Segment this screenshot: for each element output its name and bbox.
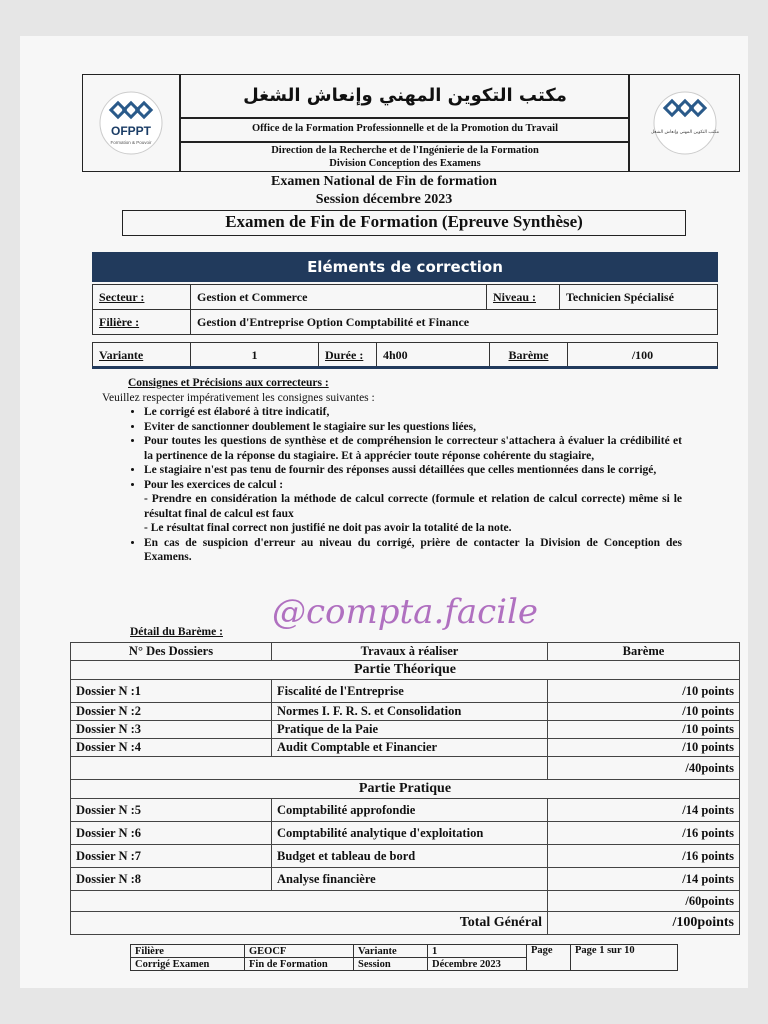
travaux-cell: Comptabilité approfondie: [272, 799, 548, 822]
table-row: [71, 799, 740, 822]
footer-page-label: Page: [527, 945, 571, 971]
niveau-value: Technicien Spécialisé: [560, 285, 718, 310]
exam-line1: Examen National de Fin de formation: [271, 174, 497, 189]
info-row-variante: [93, 343, 718, 368]
niveau-label: Niveau :: [487, 285, 560, 310]
calc-sub2: - Le résultat final correct non justifié ne doit pas avoir la totalité de la note.: [144, 522, 512, 534]
bareme-table: [70, 642, 740, 935]
consigne-item: Pour les exercices de calcul :: [144, 478, 284, 491]
theorique-label: Partie Théorique: [71, 661, 740, 680]
variante-value: 1: [191, 343, 319, 368]
subtotal-row: [71, 757, 740, 780]
bareme-cell: /14 points: [548, 799, 740, 822]
correction-banner: [92, 252, 718, 282]
exam-boxed-title: [122, 210, 686, 236]
info-divider: [92, 366, 718, 369]
logo-subtext: Formation & Pouvoir: [110, 140, 152, 145]
exam-line2: Session décembre 2023: [315, 192, 453, 207]
document-page: [20, 36, 748, 988]
ofppt-logo-right: [635, 91, 735, 161]
footer-corrige-label: Corrigé Examen: [131, 958, 245, 971]
col-travaux: Travaux à réaliser: [272, 643, 548, 661]
arabic-title: مكتب التكوين المهني وإنعاش الشغل: [243, 85, 567, 106]
bareme-label: Barème: [490, 343, 568, 368]
table-row: [71, 868, 740, 891]
bareme-header-row: [71, 643, 740, 661]
consignes-list: [102, 405, 682, 565]
subtotal-row: [71, 891, 740, 912]
office-name: Office de la Formation Professionnelle et de la Promotion du Travail: [251, 123, 559, 134]
footer-page-value: Page 1 sur 10: [571, 945, 678, 971]
footer-filiere-label: Filière: [131, 945, 245, 958]
total-label: Total Général: [71, 912, 548, 935]
bareme-cell: /16 points: [548, 822, 740, 845]
bareme-value: /100: [568, 343, 718, 368]
section-row: [71, 661, 740, 680]
logo-arabic-subtext: مكتب التكوين المهني وإنعاش الشغل: [650, 130, 720, 135]
banner-text: Eléments de correction: [307, 258, 503, 276]
division-name: Division Conception des Examens: [329, 158, 481, 169]
footer-table: [130, 944, 678, 971]
direction-name: Direction de la Recherche et de l'Ingénierie de la Formation: [271, 145, 539, 156]
table-row: [71, 845, 740, 868]
table-row: [71, 680, 740, 703]
dossier-cell: Dossier N :1: [71, 680, 272, 703]
theorique-total: /40points: [548, 757, 740, 780]
consigne-item: • Eviter de sanctionner doublement le stagiaire sur les questions liées,: [144, 420, 682, 435]
bareme-cell: /16 points: [548, 845, 740, 868]
variante-label: Variante: [93, 343, 191, 368]
dossier-cell: Dossier N :3: [71, 721, 272, 739]
section-row: [71, 780, 740, 799]
footer-row: [131, 945, 678, 958]
travaux-cell: Budget et tableau de bord: [272, 845, 548, 868]
bareme-cell: /10 points: [548, 721, 740, 739]
info-row-filiere: [93, 310, 718, 335]
info-row-secteur: [93, 285, 718, 310]
dossier-cell: Dossier N :4: [71, 739, 272, 757]
secteur-value: Gestion et Commerce: [191, 285, 487, 310]
consigne-item: • Pour toutes les questions de synthèse et de compréhension le correcteur s'attachera à évaluer la crédibilité et la pertinence de la réponse du stagiaire. Et à apprécier toute réponse cohérente du stagiaire,: [144, 434, 682, 463]
empty-cell: [71, 891, 548, 912]
watermark: @compta.facile: [272, 592, 539, 632]
info-table: [92, 284, 718, 335]
travaux-cell: Normes I. F. R. S. et Consolidation: [272, 703, 548, 721]
total-value: /100points: [548, 912, 740, 935]
travaux-cell: Pratique de la Paie: [272, 721, 548, 739]
dossier-cell: Dossier N :8: [71, 868, 272, 891]
footer-session-label: Session: [354, 958, 428, 971]
header-box: [82, 74, 740, 172]
col-bareme: Barème: [548, 643, 740, 661]
dossier-cell: Dossier N :2: [71, 703, 272, 721]
dossier-cell: Dossier N :7: [71, 845, 272, 868]
bareme-cell: /14 points: [548, 868, 740, 891]
ofppt-logo-icon: [89, 91, 173, 161]
dossier-cell: Dossier N :5: [71, 799, 272, 822]
calc-sub1: - Prendre en considération la méthode de calcul correcte (formule et relation de calcul correcte) même si le résultat final de calcul est faux: [144, 493, 682, 520]
footer-variante-value: 1: [428, 945, 527, 958]
duree-label: Durée :: [319, 343, 377, 368]
consignes-title: Consignes et Précisions aux correcteurs :: [128, 377, 329, 389]
bareme-cell: /10 points: [548, 703, 740, 721]
consigne-item: • Le stagiaire n'est pas tenu de fournir des réponses aussi détaillées que celles mentionnées dans le corrigé,: [144, 463, 682, 478]
consignes-section: [102, 376, 682, 565]
footer-filiere-value: GEOCF: [245, 945, 354, 958]
travaux-cell: Fiscalité de l'Entreprise: [272, 680, 548, 703]
ofppt-logo-icon: [635, 91, 735, 161]
consignes-intro: Veuillez respecter impérativement les consignes suivantes :: [102, 391, 375, 404]
footer-variante-label: Variante: [354, 945, 428, 958]
table-row: [71, 703, 740, 721]
bareme-cell: /10 points: [548, 680, 740, 703]
table-row: [71, 721, 740, 739]
table-row: [71, 739, 740, 757]
table-row: [71, 822, 740, 845]
variante-table: [92, 342, 718, 368]
footer-corrige-value: Fin de Formation: [245, 958, 354, 971]
total-row: [71, 912, 740, 935]
exam-boxed-title-text: Examen de Fin de Formation (Epreuve Synthèse): [225, 212, 583, 231]
footer-session-value: Décembre 2023: [428, 958, 527, 971]
bareme-title: Détail du Barème :: [130, 626, 223, 638]
bareme-cell: /10 points: [548, 739, 740, 757]
filiere-label: Filière :: [93, 310, 191, 335]
pratique-label: Partie Pratique: [71, 780, 740, 799]
consigne-item-calcul: [144, 478, 682, 536]
dossier-cell: Dossier N :6: [71, 822, 272, 845]
consigne-item: • En cas de suspicion d'erreur au niveau du corrigé, prière de contacter la Division de Conception des Examens.: [144, 536, 682, 565]
travaux-cell: Audit Comptable et Financier: [272, 739, 548, 757]
duree-value: 4h00: [377, 343, 490, 368]
logo-text: OFPPT: [110, 124, 152, 138]
travaux-cell: Comptabilité analytique d'exploitation: [272, 822, 548, 845]
col-dossiers: N° Des Dossiers: [71, 643, 272, 661]
travaux-cell: Analyse financière: [272, 868, 548, 891]
pratique-total: /60points: [548, 891, 740, 912]
consigne-item: • Le corrigé est élaboré à titre indicatif,: [144, 405, 682, 420]
empty-cell: [71, 757, 548, 780]
secteur-label: Secteur :: [93, 285, 191, 310]
ofppt-logo-left: [89, 91, 173, 161]
filiere-value: Gestion d'Entreprise Option Comptabilité et Finance: [191, 310, 718, 335]
